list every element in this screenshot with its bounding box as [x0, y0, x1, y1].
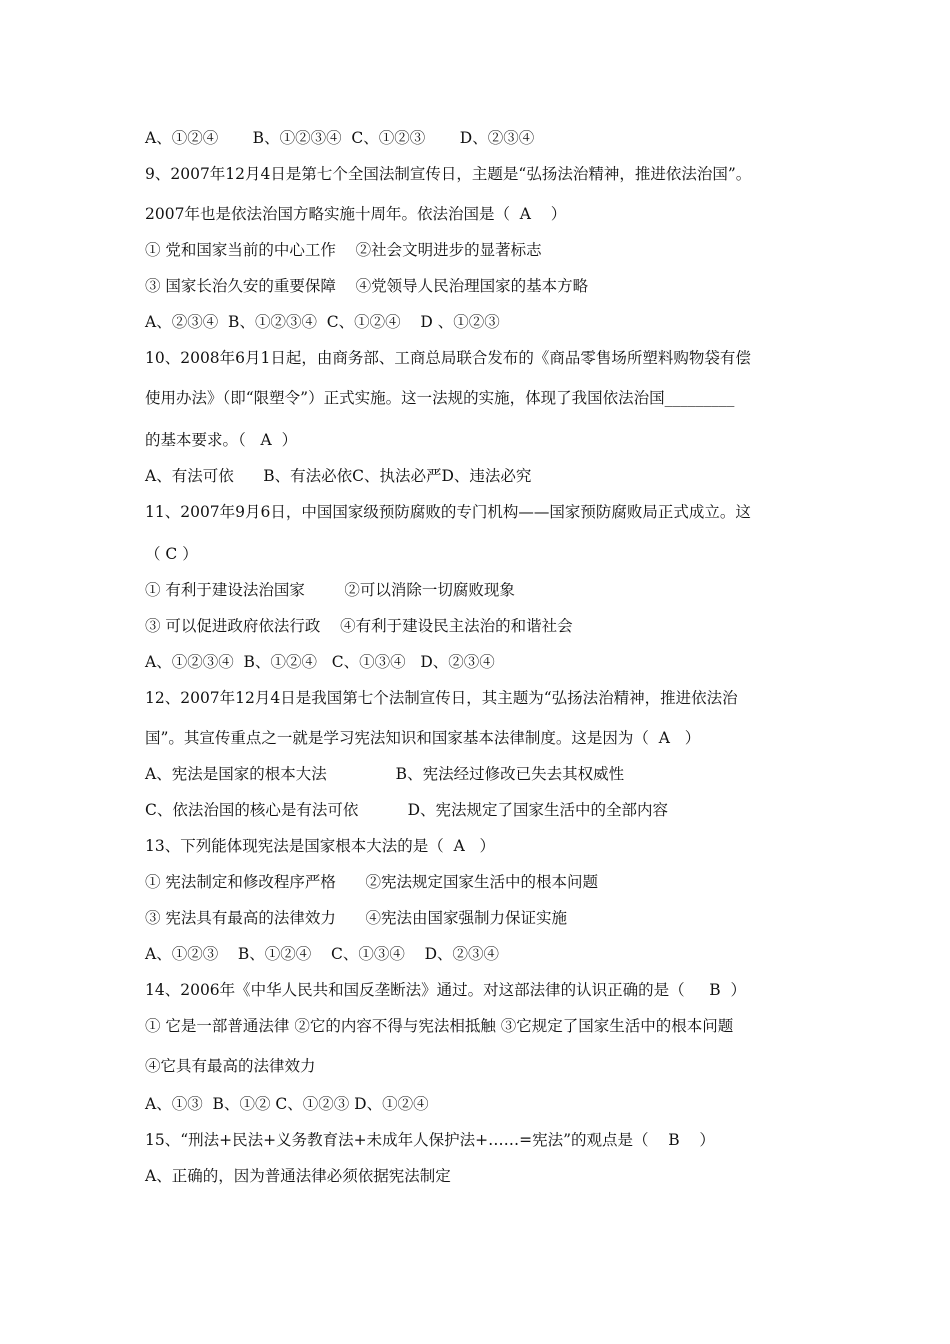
text-line: ③ 可以促进政府依法行政 ④有利于建设民主法治的和谐社会	[145, 617, 573, 635]
text-line: A、①②④ B、①②③④ C、①②③ D、②③④	[145, 129, 535, 147]
text-line: A、有法可依 B、有法必依C、执法必严D、违法必究	[145, 467, 532, 485]
text-line: ④它具有最高的法律效力	[145, 1057, 316, 1075]
text-line: 使用办法》（即“限塑令”）正式实施。这一法规的实施，体现了我国依法治国_________	[145, 389, 735, 407]
text-line: A、①②③④ B、①②④ C、①③④ D、②③④	[145, 653, 495, 671]
text-line: C、依法治国的核心是有法可依 D、宪法规定了国家生活中的全部内容	[145, 801, 669, 819]
text-line: ① 有利于建设法治国家 ②可以消除一切腐败现象	[145, 581, 515, 599]
text-line: 的基本要求。（ A ）	[145, 431, 298, 449]
text-line: A、②③④ B、①②③④ C、①②④ D 、①②③	[145, 313, 500, 331]
text-line: 11、2007年9月6日，中国国家级预防腐败的专门机构——国家预防腐败局正式成立。这	[145, 503, 751, 521]
text-line: A、宪法是国家的根本大法 B、宪法经过修改已失去其权威性	[145, 765, 625, 783]
text-line: A、①②③ B、①②④ C、①③④ D、②③④	[145, 945, 499, 963]
text-line: A、①③ B、①② C、①②③ D、①②④	[145, 1095, 429, 1113]
text-line: A、正确的，因为普通法律必须依据宪法制定	[145, 1167, 451, 1185]
text-line: 国”。其宣传重点之一就是学习宪法知识和国家基本法律制度。这是因为（ A ）	[145, 729, 701, 747]
text-line: 13、下列能体现宪法是国家根本大法的是（ A ）	[145, 837, 496, 855]
text-line: ③ 宪法具有最高的法律效力 ④宪法由国家强制力保证实施	[145, 909, 567, 927]
text-line: 9、2007年12月4日是第七个全国法制宣传日，主题是“弘扬法治精神，推进依法治国”。	[145, 165, 752, 183]
text-line: 2007年也是依法治国方略实施十周年。依法治国是（ A ）	[145, 205, 567, 223]
text-line: ① 党和国家当前的中心工作 ②社会文明进步的显著标志	[145, 241, 542, 259]
text-line: ① 它是一部普通法律 ②它的内容不得与宪法相抵触 ③它规定了国家生活中的根本问题	[145, 1017, 734, 1035]
text-line: 10、2008年6月1日起，由商务部、工商总局联合发布的《商品零售场所塑料购物袋有偿	[145, 349, 751, 367]
text-line: （ C ）	[145, 545, 198, 563]
text-line: ③ 国家长治久安的重要保障 ④党领导人民治理国家的基本方略	[145, 277, 589, 295]
text-line: 15、“刑法+民法+义务教育法+未成年人保护法+……=宪法”的观点是（ B ）	[145, 1131, 715, 1149]
text-line: 12、2007年12月4日是我国第七个法制宣传日，其主题为“弘扬法治精神，推进依法治	[145, 689, 738, 707]
text-line: 14、2006年《中华人民共和国反垄断法》通过。对这部法律的认识正确的是（ B ）	[145, 981, 747, 999]
text-line: ① 宪法制定和修改程序严格 ②宪法规定国家生活中的根本问题	[145, 873, 598, 891]
